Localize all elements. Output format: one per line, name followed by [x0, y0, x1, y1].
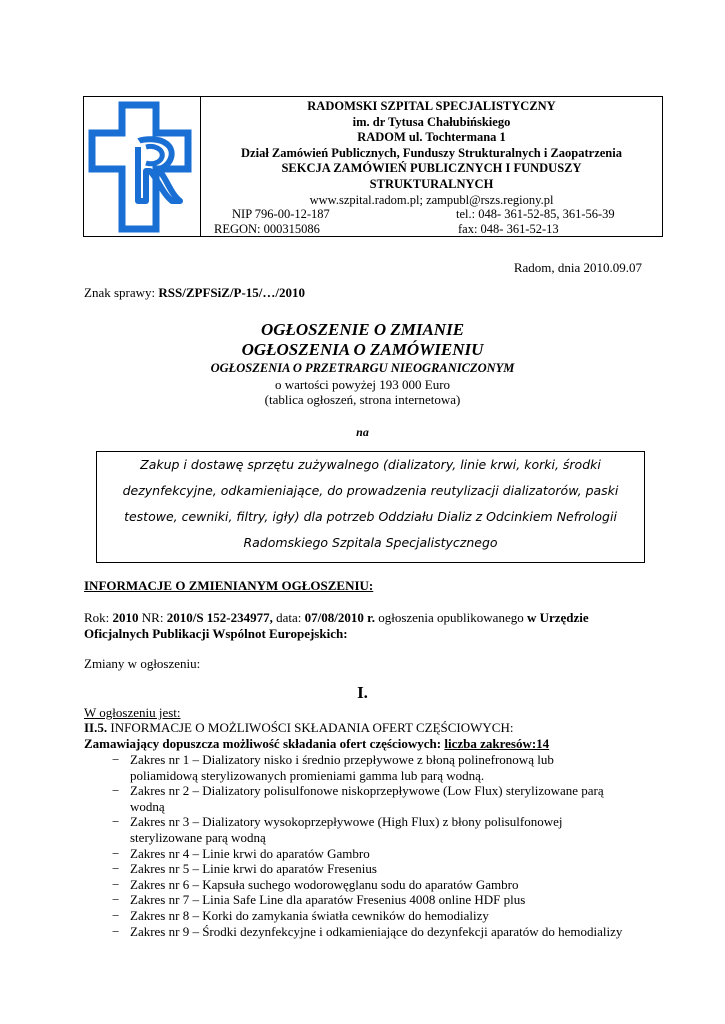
- list-item: − Zakres nr 9 – Środki dezynfekcyjne i odkamieniające do dezynfekcji aparatów do hemodializy: [112, 923, 623, 939]
- list-item: − Zakres nr 6 – Kapsuła suchego wodorowęglanu sodu do aparatów Gambro: [112, 876, 519, 892]
- subject-line-1: Zakup i dostawę sprzętu zużywalnego (dializatory, linie krwi, korki, środki: [140, 457, 601, 472]
- is-label: W ogłoszeniu jest:: [84, 705, 181, 720]
- list-item: − Zakres nr 3 – Dializatory wysokoprzepływowe (High Flux) z błony polisulfonowej sterylizowane parą wodną: [112, 814, 563, 845]
- publication-line-1: [84, 610, 641, 626]
- regon: REGON: 000315086: [214, 222, 320, 236]
- published-label: ogłoszenia opublikowanego: [374, 610, 527, 625]
- list-item: − Zakres nr 1 – Dializatory nisko i średnio przepływowe z błoną polinefronową lub poliamidową sterylizowanych promieniami gamma lub parą wodną.: [112, 752, 554, 783]
- case-reference-value: RSS/ZPFSiZ/P-15/…/2010: [158, 285, 306, 300]
- letterhead-box: [83, 96, 663, 237]
- hospital-address: RADOM ul. Tochtermana 1: [357, 130, 506, 145]
- dash-bullet: −: [112, 814, 120, 830]
- hospital-patron: im. dr Tytusa Chałubińskiego: [352, 114, 511, 129]
- publication-line-2: Oficjalnych Publikacji Wspólnot Europejskich:: [84, 626, 348, 641]
- ranges-list: [112, 752, 642, 939]
- subject-box: [96, 451, 645, 563]
- ii5-heading: [84, 720, 513, 736]
- list-item: − Zakres nr 2 – Dializatory polisulfonowe niskoprzepływowe (Low Flux) sterylizowane parą wodną: [112, 783, 604, 814]
- number-value: 2010/S 152-234977,: [166, 610, 273, 625]
- cross-r-logo-icon: [84, 97, 200, 236]
- dash-bullet: −: [112, 876, 120, 892]
- year-label: Rok:: [84, 610, 113, 625]
- ii5-text: INFORMACJE O MOŻLIWOŚCI SKŁADANIA OFERT CZĘŚCIOWYCH:: [107, 720, 514, 735]
- date-label: data:: [272, 610, 305, 625]
- dash-bullet: −: [112, 892, 120, 908]
- value-line: o wartości powyżej 193 000 Euro: [274, 377, 451, 392]
- web-email[interactable]: www.szpital.radom.pl; zampubl@rszs.regiony.pl: [309, 192, 554, 207]
- na-word: na: [356, 425, 369, 439]
- section-name-cont: STRUKTURALNYCH: [369, 176, 494, 191]
- subject-line-4: Radomskiego Szpitala Specjalistycznego: [243, 535, 498, 550]
- date-value: 07/08/2010 r.: [304, 610, 375, 625]
- department-name: Dział Zamówień Publicznych, Funduszy Strukturalnych i Zaopatrzenia: [241, 145, 622, 160]
- fax: fax: 048- 361-52-13: [458, 222, 559, 236]
- section-name: SEKCJA ZAMÓWIEŃ PUBLICZNYCH I FUNDUSZY: [281, 161, 582, 176]
- list-item: − Zakres nr 7 – Linia Safe Line dla aparatów Fresenius 4008 online HDF plus: [112, 892, 526, 908]
- date-line: Radom, dnia 2010.09.07: [513, 260, 642, 275]
- letterhead-text: [201, 97, 662, 208]
- dash-bullet: −: [112, 923, 120, 939]
- partial-offers-line: [84, 736, 549, 752]
- office-label: w Urzędzie: [526, 610, 589, 625]
- list-item: − Zakres nr 4 – Linie krwi do aparatów Gambro: [112, 845, 370, 861]
- dash-bullet: −: [112, 783, 120, 799]
- number-label: NR:: [138, 610, 167, 625]
- dash-bullet: −: [112, 845, 120, 861]
- list-item: − Zakres nr 8 – Korki do zamykania światła cewników do hemodializy: [112, 907, 489, 923]
- title-line-3: OGŁOSZENIA O PRZETRARGU NIEOGRANICZONYM: [210, 361, 515, 375]
- info-heading: INFORMACJE O ZMIENIANYM OGŁOSZENIU:: [84, 578, 374, 593]
- title-line-2: OGŁOSZENIA O ZAMÓWIENIU: [241, 340, 484, 359]
- dash-bullet: −: [112, 861, 120, 877]
- dash-bullet: −: [112, 907, 120, 923]
- subject-line-2: dezynfekcyjne, odkamieniające, do prowadzenia reutylizacji dializatorów, paski: [122, 483, 619, 498]
- list-item: − Zakres nr 5 – Linie krwi do aparatów Fresenius: [112, 861, 377, 877]
- case-reference-label: Znak sprawy:: [84, 285, 159, 300]
- subject-line-3: testowe, cewniki, filtry, igły) dla potrzeb Oddziału Dializ z Odcinkiem Nefrologii: [124, 509, 617, 524]
- hospital-name: RADOMSKI SZPITAL SPECJALISTYCZNY: [307, 99, 556, 113]
- dash-bullet: −: [112, 752, 120, 767]
- publication-place: (tablica ogłoszeń, strona internetowa): [264, 392, 461, 407]
- case-reference: [84, 285, 305, 301]
- ii5-number: II.5.: [84, 720, 108, 735]
- title-line-1: OGŁOSZENIE O ZMIANIE: [260, 320, 465, 339]
- partial-offers-text: Zamawiający dopuszcza możliwość składania ofert częściowych:: [84, 736, 445, 751]
- nip: NIP 796-00-12-187: [232, 207, 330, 221]
- hospital-logo: [84, 97, 201, 236]
- section-numeral: I.: [357, 683, 368, 702]
- telephone: tel.: 048- 361-52-85, 361-56-39: [456, 207, 615, 221]
- ranges-count: liczba zakresów:14: [444, 736, 550, 751]
- changes-label: Zmiany w ogłoszeniu:: [84, 656, 201, 671]
- year-value: 2010: [112, 610, 139, 625]
